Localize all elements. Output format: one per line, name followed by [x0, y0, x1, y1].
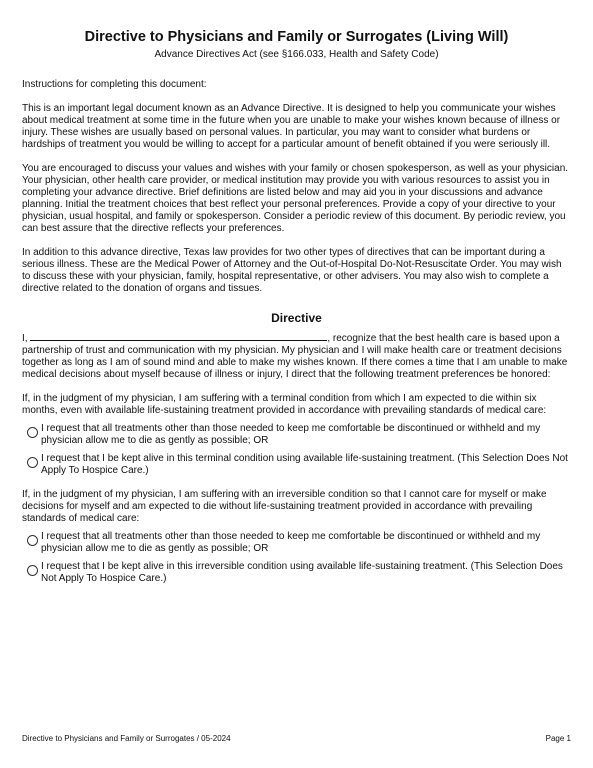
terminal-condition-text: If, in the judgment of my physician, I am suffering with a terminal condition from which I am expected to die within six months, even with available life-sustaining treatment provided in accordance with prevailing standards of medical care:: [22, 393, 547, 416]
radio-button-terminal-comfort[interactable]: [27, 427, 38, 438]
name-blank-field[interactable]: [30, 331, 327, 341]
page-footer: [22, 734, 571, 744]
directive-intro: [22, 331, 571, 381]
terminal-option-comfort[interactable]: [22, 423, 571, 447]
footer-document-name: Directive to Physicians and Family or Surrogates / 05-2024: [22, 734, 231, 743]
radio-button-irreversible-comfort[interactable]: [27, 535, 38, 546]
option-label: I request that I be kept alive in this terminal condition using available life-sustaining treatment. (This Selection Does Not Apply To Hospice Care.): [41, 453, 568, 476]
radio-button-terminal-kept-alive[interactable]: [27, 457, 38, 468]
paragraph-other-directives: In addition to this advance directive, Texas law provides for two other types of directives that can be important during a serious illness. These are the Medical Power of Attorney and the Out-of-Hospital Do-Not-Resuscitate Order. You may wish to discuss these with your physician, family, hospital representative, or other advisers. You may also wish to complete a directive related to the donation of organs and tissues.: [22, 247, 562, 294]
document-subtitle: Advance Directives Act (see §166.033, Health and Safety Code): [154, 49, 439, 60]
document-title: Directive to Physicians and Family or Surrogates (Living Will): [84, 29, 509, 45]
terminal-option-kept-alive[interactable]: [22, 453, 571, 477]
paragraph-advance-directive: This is an important legal document known as an Advance Directive. It is designed to help you communicate your wishes about medical treatment at some time in the future when you are unable to make your wishes known because of illness or injury. These wishes are usually based on personal values. In particular, you may want to consider what burdens or hardships of treatment you would be willing to accept for a particular amount of benefit obtained if you were seriously ill.: [22, 103, 561, 150]
directive-intro-prefix: I,: [22, 333, 28, 344]
irreversible-option-kept-alive[interactable]: [22, 561, 571, 585]
radio-button-irreversible-kept-alive[interactable]: [27, 565, 38, 576]
irreversible-option-comfort[interactable]: [22, 531, 571, 555]
option-label: I request that I be kept alive in this irreversible condition using available life-sustaining treatment. (This Selection Does Not Apply To Hospice Care.): [41, 561, 563, 584]
footer-page-number: Page 1: [545, 734, 571, 743]
paragraph-discuss-values: You are encouraged to discuss your values and wishes with your family or chosen spokesperson, as well as your physician. Your physician, other health care provider, or medical institution may provide you with various resources to assist you in completing your advance directive. Brief definitions are listed below and may aid you in your discussions and advance planning. Initial the treatment choices that best reflect your personal preferences. Provide a copy of your directive to your physician, usual hospital, and family or spokesperson. Consider a periodic review of this document. By periodic review, you can best assure that the directive reflects your preferences.: [22, 163, 569, 234]
option-label: I request that all treatments other than those needed to keep me comfortable be discontinued or withheld and my physician allow me to die as gently as possible; OR: [41, 423, 541, 446]
option-label: I request that all treatments other than those needed to keep me comfortable be discontinued or withheld and my physician allow me to die as gently as possible; OR: [41, 531, 541, 554]
irreversible-condition-text: If, in the judgment of my physician, I am suffering with an irreversible condition so that I cannot care for myself or make decisions for myself and am expected to die without life-sustaining treatment provided in accordance with prevailing standards of medical care:: [22, 489, 547, 524]
directive-heading: Directive: [271, 311, 322, 325]
instructions-heading: Instructions for completing this document:: [22, 79, 207, 90]
directive-intro-text: , recognize that the best health care is based upon a partnership of trust and communication with my physician. My physician and I will make health care or treatment decisions together as long as I am of sound mind and able to make my wishes known. If there comes a time that I am unable to make medical decisions about myself because of illness or injury, I direct that the following treatment preferences be honored:: [22, 333, 568, 380]
